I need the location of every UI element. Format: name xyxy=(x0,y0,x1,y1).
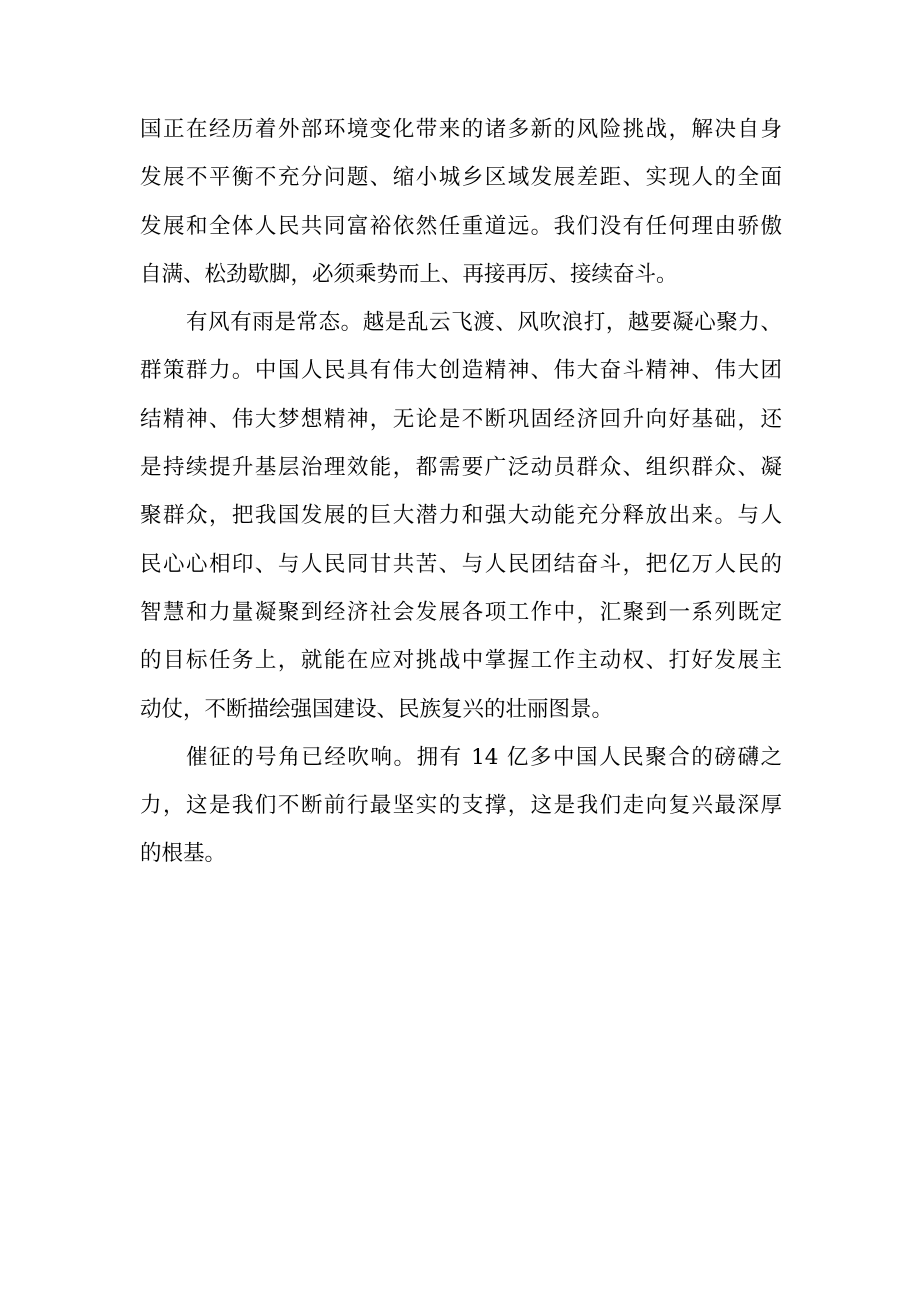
text-line: 的目标任务上，就能在应对挑战中掌握工作主动权、打好发展主 xyxy=(140,648,782,674)
text-line: 结精神、伟大梦想精神，无论是不断巩固经济回升向好基础，还 xyxy=(140,406,782,432)
text-line: 的根基。 xyxy=(140,841,227,867)
text-line: 聚群众，把我国发展的巨大潜力和强大动能充分释放出来。与人 xyxy=(140,503,782,529)
text-line: 民心心相印、与人民同甘共苦、与人民团结奋斗，把亿万人民的 xyxy=(140,551,782,577)
paragraph-3 xyxy=(140,734,782,879)
text-line: 是持续提升基层治理效能，都需要广泛动员群众、组织群众、凝 xyxy=(140,455,782,481)
paragraph-2 xyxy=(140,299,782,734)
text-line: 有风有雨是常态。越是乱云飞渡、风吹浪打，越要凝心聚力、 xyxy=(186,310,782,336)
text-line: 智慧和力量凝聚到经济社会发展各项工作中，汇聚到一系列既定 xyxy=(140,599,782,625)
text-line: 群策群力。中国人民具有伟大创造精神、伟大奋斗精神、伟大团 xyxy=(140,358,782,384)
text-line: 发展和全体人民共同富裕依然任重道远。我们没有任何理由骄傲 xyxy=(140,213,782,239)
text-line: 力，这是我们不断前行最坚实的支撑，这是我们走向复兴最深厚 xyxy=(140,793,782,819)
text-line: 动仗，不断描绘强国建设、民族复兴的壮丽图景。 xyxy=(140,696,614,722)
text-line: 催征的号角已经吹响。拥有 14 亿多中国人民聚合的磅礴之 xyxy=(186,744,782,770)
paragraph-1 xyxy=(140,106,782,299)
text-line: 发展不平衡不充分问题、缩小城乡区域发展差距、实现人的全面 xyxy=(140,165,782,191)
text-line: 国正在经历着外部环境变化带来的诸多新的风险挑战，解决自身 xyxy=(140,117,782,142)
text-line: 自满、松劲歇脚，必须乘势而上、再接再厉、接续奋斗。 xyxy=(140,261,678,287)
document-body xyxy=(140,106,782,879)
